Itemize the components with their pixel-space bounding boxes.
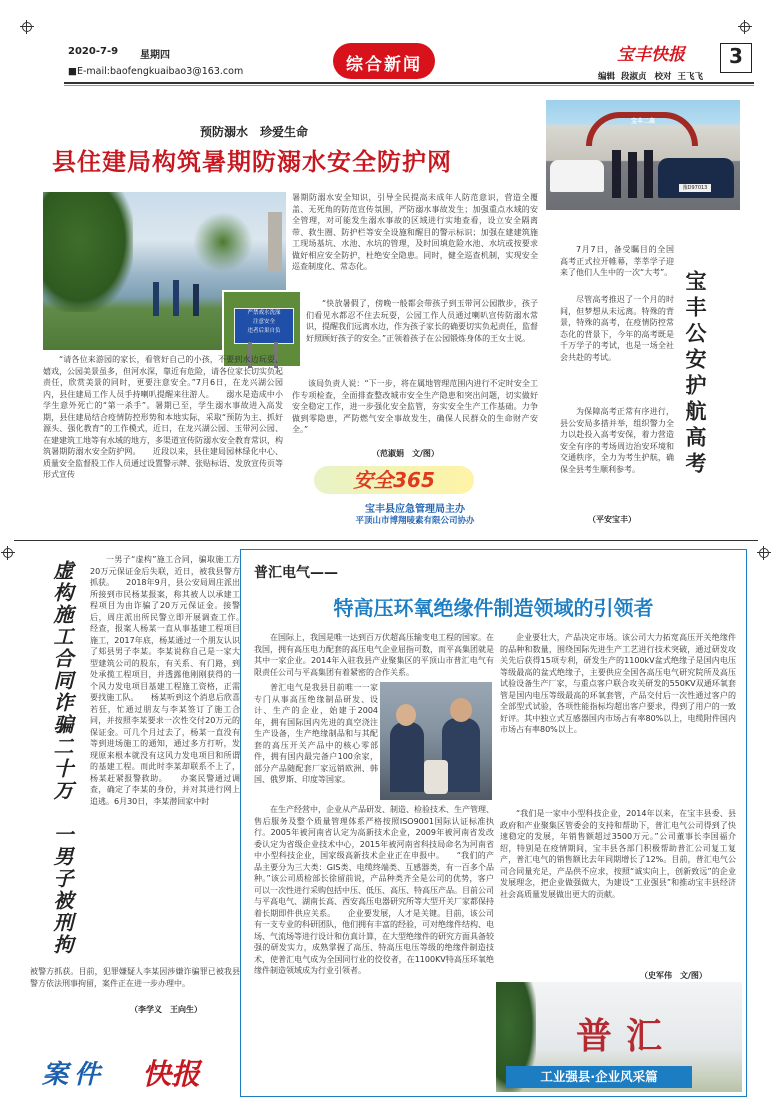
- header-staff: [598, 70, 703, 82]
- article1-left-body: “请各位来游园的家长，看管好自己的小孩，不要到水边玩耍、嬉戏，公园美景虽多，但河水深，靠近有危险，请各位家长切实负起责任，欣赏美景的同时，更要注意安全。”7月6日，在龙兴湖公园内，县住建局工作人员手持喇叭提醒来往游人。 溺水是造成中小学生意外死亡的“第一杀手”。暑期已至，学生溺水事故进入高发期，县住建局结合疫情防控形势和本地实际，采取“预防为主、抓好源头、强化教育”的工作模式，近日，在龙兴湖公园、玉带河公园、在建建筑工地等有水域的地方，多渠道宣传防溺水安全教育常识，构筑暑期防溺水安全防护网。 近段以来，县住建局园林绿化中心、质量安全监督股工作人员通过设置警示牌、张贴标语、发放宣传页等形式宣传: [43, 355, 283, 479]
- photo-pinghui-building: [496, 982, 742, 1092]
- pinghui-col1-bottom: 在生产经营中，企业从产品研发、制造、检验技术、生产管理、售后服务及整个质量管理体系严格按照ISO9001国际认证标准执行。2005年被河南省认定为高新技术企业，2009年被河南省发改委认定为省级企业技术中心，2015年被河南省科技局命名为河南省中小型科技企业，国家级高新技术企业正在申报中。 “我们的产品主要分为三大类：GIS类、电缆终端类、互感器类，有一百多个品种。”该公司质检部长徐留前说，产品种类齐全是公司的优势，客户可以一次性进行采购包括中压、低压、高压、特高压产品。目前公司与平高电气、湖南长高、西安高压电器研究所等大型开关厂家都保持着长期即件供应关系。 企业要发展，人才是关键。目前，该公司有一支专业的科研团队，他们拥有丰富的经验，可对绝缘件结构、电场、气流场等进行设计和仿真计算，在大型绝缘件的研究方面具备较强的研发实力，成熟掌握了高压、特高压电压等级的绝缘件制造技术，使普汇电气成为全国同行业的佼佼者，在1100KV特高压环氧绝缘件制造领域成为行业引领者。: [254, 805, 494, 975]
- header-email: ■E-mail:baofengkuaibao3@163.com: [68, 66, 244, 77]
- registration-mark-mid-right: [757, 546, 771, 560]
- safety365-logo: 安全365: [314, 466, 474, 494]
- header-rule: [64, 82, 754, 84]
- police-para3: 为保障高考正常有序进行，县公安局多措并举，组织警力全力以赴投入高考安保，着力营造安全有序的考场周边治安环境和交通秩序，全力为考生护航，确保全县考生顺利参考。: [560, 407, 674, 474]
- section-divider: [14, 540, 758, 541]
- case-banner: [34, 1048, 224, 1094]
- article1-right-top: 暑期防溺水安全知识，引导全民提高未成年人防范意识，营造全覆盖、无死角的防范宣传氛围，严防溺水事故发生；加强重点水域的安全管理，对可能发生溺水事故的区域进行实地查看，设立安全隔离带、救生圈、防护栏等安全设施和醒目的警示标识；加强在建建筑施工现场基坑、水池、水坑的管理，及时回填危险水池、水坑或按要求做好相应安全防护，杜绝安全隐患。同时，健全巡查机制，实现安全巡查制度化、常态化。: [292, 193, 538, 271]
- building-wall-text: 普汇: [576, 1016, 677, 1057]
- case-banner-right: 快报: [142, 1057, 201, 1091]
- school-gate-sign: 宝丰二高: [630, 118, 655, 125]
- warning-sign-board: [234, 308, 294, 344]
- sign-line1: 严禁戏水洗澡: [247, 310, 281, 316]
- header-date: 2020-7-9: [68, 46, 119, 57]
- photo-police-exam: [546, 100, 740, 210]
- case-byline: （李学义 王向生）: [130, 1005, 202, 1014]
- police-title: 宝丰公安护航高考: [683, 270, 707, 478]
- pinghui-col1-mid: 普汇电气是我县目前唯一一家专门从事高压绝缘制品研发、设计、生产的企业，始建于2004年，拥有国际国内先进的真空浇注生产设备，生产绝缘制品和与其配套的高压开关产品中的核心零部件，拥有国内最完备户100余家，部分产品随配套厂家远销欧洲、韩国、俄罗斯、印度等国家。: [254, 683, 378, 784]
- safety365-ad: [292, 466, 538, 528]
- page-number: 3: [729, 44, 743, 68]
- sign-line3: 违者后果自负: [247, 328, 281, 334]
- case-body: 一男子“虚构”施工合同，骗取施工方20万元保证金后失联，近日，被我县警方抓获。 2018年9月，县公安局周庄派出所接到市民杨某报案，称其被人以承建工程项目为由诈骗了20万元保证金。接警后，周庄派出所民警立即开展调查工作。 经查，报案人杨某一直从事基建工程项目施工，2017年底，杨某通过一个朋友认识了郏县男子李某。李某说称自己是一家大型建筑公司的股东，有关系、有门路，到处承揽工程项目，并透露他刚刚获得的一个风力发电项目基建工程施工资格，正需要找施工队。 杨某听到这个消息后欣喜若狂，忙通过朋友与李某签订了施工合同，并按照李某要求一次性交付20万元的保证金。可几个月过去了，杨某一直没有等到进场施工的通知，通过多方打听，发现原来根本就没有这风力发电项目和所谓的基建工程。而此时李某却联系不上了，杨某赶紧报警救助。 办案民警通过调查，确定了李某的身份，并对其进行网上追逃。6月30日，李某潜回家中时: [90, 555, 256, 806]
- police-para2: 尽管高考推迟了一个月的时间，但梦想从未远离。特殊的背景，特殊的高考，在疫情防控常态化的背景下，今年的高考既是千万学子的考试，也是一场全社会共赴的考试。: [560, 295, 674, 362]
- editor-name: 段淑贞: [620, 72, 647, 82]
- article1-right-mid: “快放暑假了，傍晚一般都会带孩子到玉带河公园散步，孩子们看见水都忍不住去玩耍，公园工作人员通过喇叭宣传防溺水常识，提醒我们远离水边，作为孩子家长的确要切实负起责任，监督好照顾好孩子的安全。”正领着孩子在公园锻炼身体的王女士说。: [306, 299, 538, 343]
- registration-mark-mid-left: [1, 546, 15, 560]
- police-car-plate: 豫D97013: [679, 184, 711, 192]
- pinghui-banner: 工业强县·企业风采篇: [506, 1066, 692, 1088]
- case-title: 虚构施工合同诈骗二十万 一男子被刑拘: [50, 560, 74, 956]
- pinghui-col1-top: 在国际上，我国是唯一达到百万伏超高压输变电工程的国家。在我国，拥有高压电力配套的高压电气企业屈指可数，而平高集团就是其中一家企业。2014年入驻我县产业聚集区的平顶山市普汇电气有限责任公司与平高集团有着紧密的合作关系。: [254, 633, 494, 677]
- case-banner-left: 案件: [42, 1060, 107, 1090]
- paper-name-logo: 宝丰快报: [617, 45, 685, 65]
- article1-kicker: 预防溺水 珍爱生命: [200, 125, 309, 139]
- safety365-cohost: 平顶山市博翔唛素有限公司协办: [355, 516, 475, 526]
- header-rule-thin: [64, 85, 754, 86]
- pinghui-col2-top: 企业要壮大，产品决定市场。该公司大力拓宽高压开关绝缘件的品种和数量，围绕国际先进生产工艺进行技术突破，通过研发攻关先后获得15项专利，研发生产的1100kV盆式绝缘子是国内电压等级最高的盆式绝缘子，主要供应全国各高压电气研究院所及高压试验设备生产厂家，与重点客户联合攻关研发的550KV双通环氧套管是国内电压等级最高的环氧套管，产品交付后一次性通过客户的全部型式试验，各项性能指标均超出客户要求，得到了用户的一致好评。其中独立式互感器国内市场占有率80%以上，电缆附件国内市场占有率80%以上。: [500, 633, 736, 734]
- pinghui-title: 特高压环氧绝缘件制造领域的引领者: [333, 596, 654, 620]
- safety365-host: 宝丰县应急管理局主办: [365, 504, 465, 515]
- article1-right-bottom: 该局负责人说：“下一步，将在属地管理范围内进行不定时安全工作专项检查，全面排查整改城市安全生产隐患和突出问题，切实做好安全稳定工作，进一步强化安全监管，夯实安全生产工作基础。力争做到零隐患，严防燃气安全事故发生，确保人民群众的生命财产安全。”: [292, 379, 538, 434]
- pinghui-company: 普汇电气——: [254, 565, 338, 581]
- pinghui-byline: （史军伟 文/图）: [640, 971, 707, 980]
- pinghui-col2-bottom: “我们是一家中小型科技企业，2014年以来，在宝丰县委、县政府和产业聚集区管委会的支持和帮助下，普汇电气公司得到了快速稳定的发展，年销售额超过3500万元。”公司董事长李国福介绍，特别是在疫情期间，宝丰县各部门积极帮助普汇公司复工复产，普汇电气的销售额比去年同期增长了12%。目前，普汇电气公司合同量充足，产品供不应求，按照“诚实向上，创新致远”的企业发展理念，把企业做强做大，为建设“工业强县”和推动宝丰县经济社会高质量发展做出更大的贡献。: [500, 809, 736, 899]
- proof-label: 校对: [654, 72, 672, 82]
- registration-mark-top-right: [738, 20, 752, 34]
- police-para1: 7月7日，备受瞩目的全国高考正式拉开帷幕，莘莘学子迎来了他们人生中的一次“大考”。: [560, 245, 674, 277]
- article1-title: 县住建局构筑暑期防溺水安全防护网: [52, 148, 452, 176]
- proofreader-name: 王飞飞: [677, 72, 703, 82]
- article1-byline: （范淑娟 文/图）: [372, 449, 439, 458]
- section-title: 综合新闻: [346, 55, 422, 75]
- registration-mark-top-left: [20, 20, 34, 34]
- header-weekday: 星期四: [140, 50, 170, 61]
- editor-label: 编辑: [598, 72, 616, 82]
- case-body-tail: 被警方抓获。目前，犯罪嫌疑人李某因涉嫌诈骗罪已被我县警方依法刑事拘留，案件正在进一步办理中。: [30, 967, 240, 988]
- sign-line2: 注意安全: [252, 319, 275, 325]
- police-byline: （平安宝丰）: [588, 515, 636, 524]
- photo-factory-workers: [380, 682, 492, 800]
